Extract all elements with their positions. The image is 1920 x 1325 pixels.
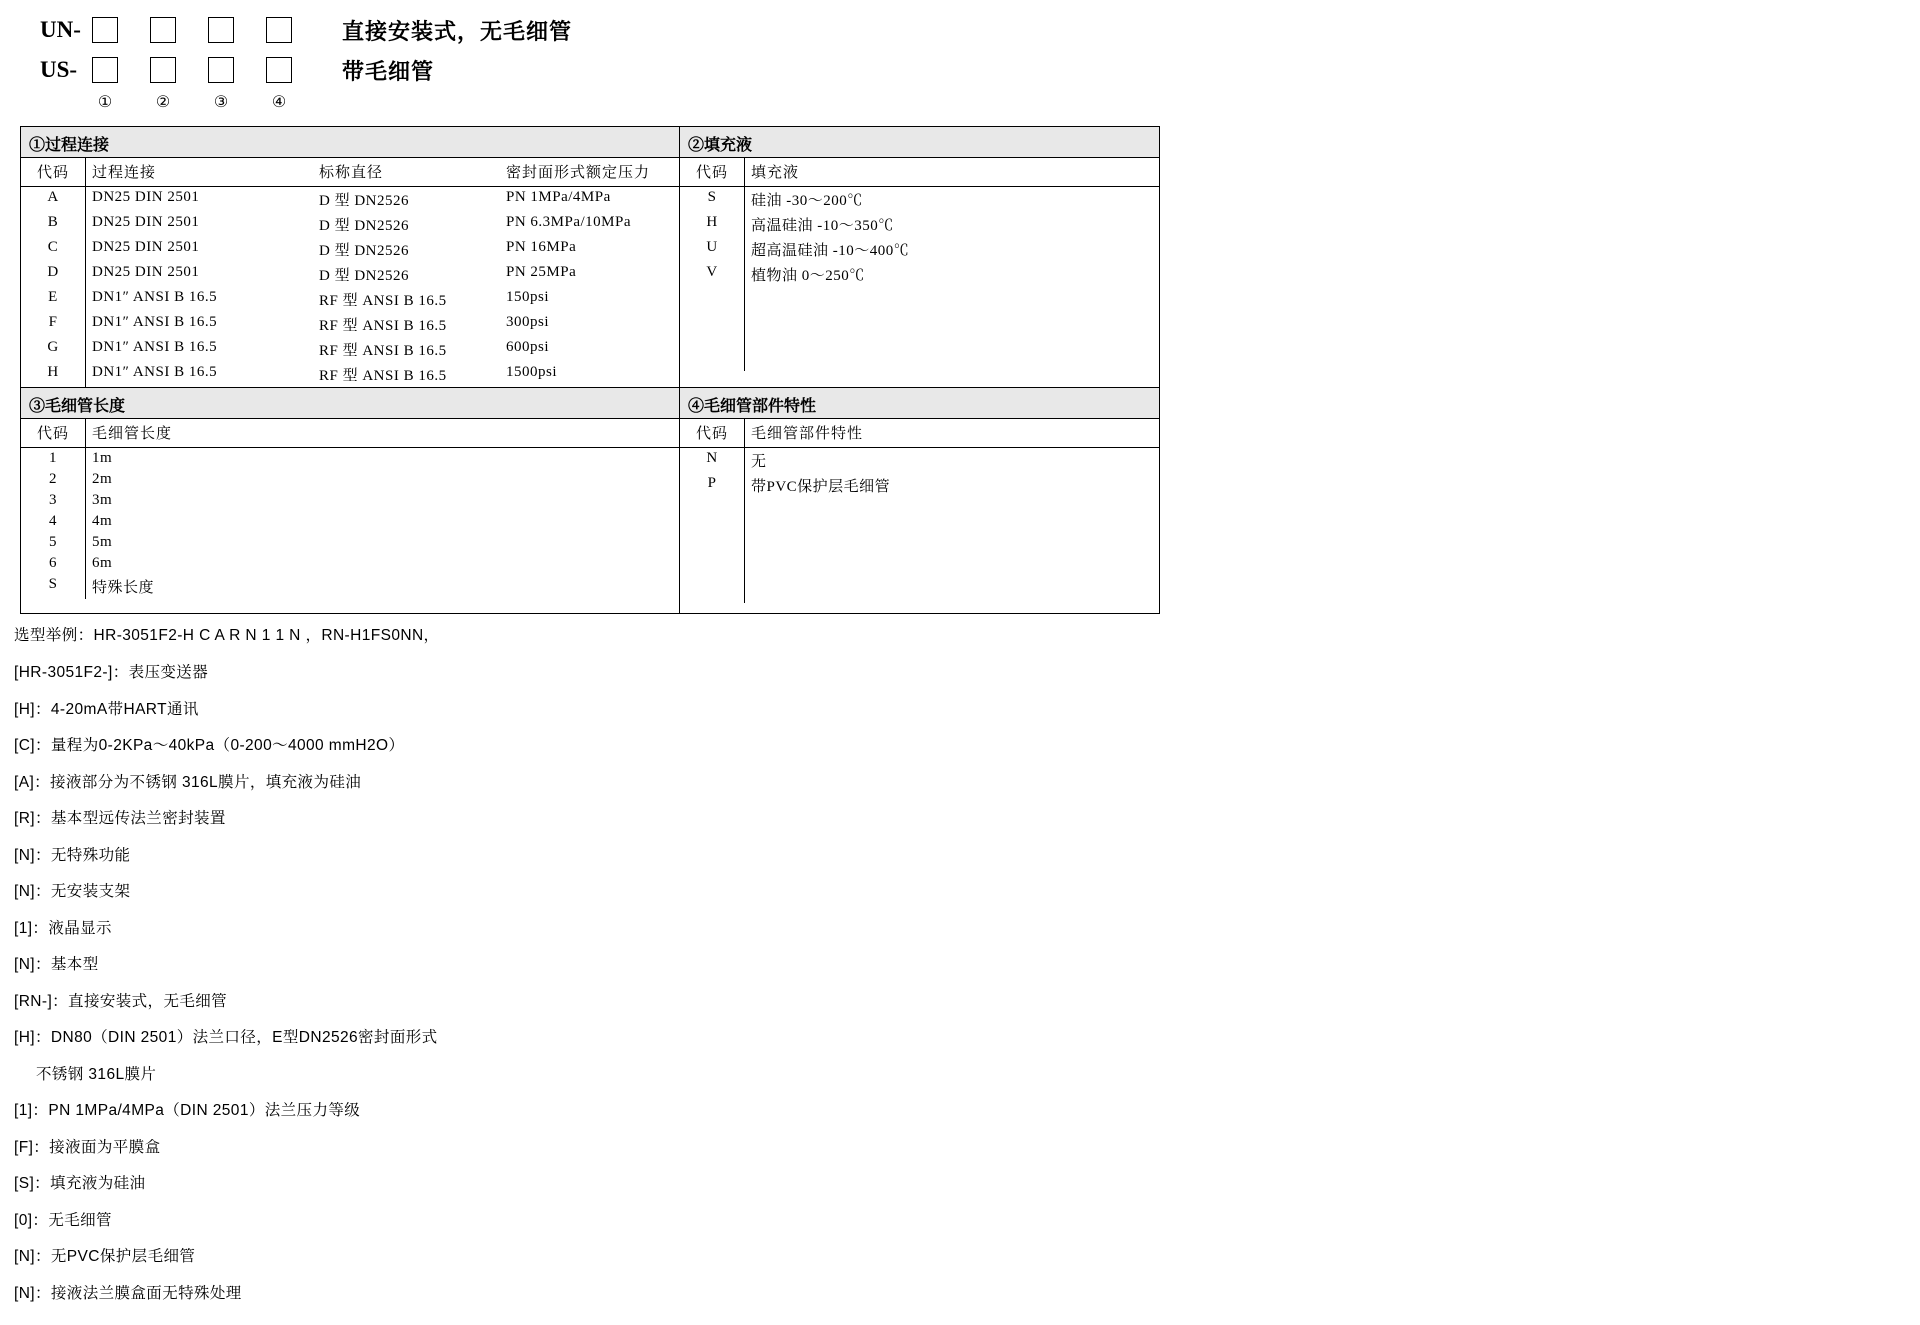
example-line: [HR-3051F2-]：表压变送器 bbox=[14, 664, 209, 681]
table-row bbox=[21, 287, 679, 312]
cell-code: E bbox=[21, 287, 86, 312]
cell-capillary-length: 3m bbox=[92, 491, 113, 508]
panel-title-fill-fluid: ②填充液 bbox=[680, 127, 1159, 158]
order-code-header bbox=[40, 10, 1920, 114]
order-code-box[interactable] bbox=[150, 17, 176, 43]
example-line: [1]：液晶显示 bbox=[14, 919, 112, 937]
table-header-row bbox=[680, 158, 1159, 187]
order-code-index-1: ① bbox=[97, 94, 113, 111]
cell-empty bbox=[745, 287, 1160, 308]
cell-empty bbox=[745, 498, 1160, 519]
table-row bbox=[680, 212, 1159, 237]
order-code-index-2: ② bbox=[155, 94, 171, 111]
spec-tables bbox=[20, 126, 1160, 614]
table-row-filler bbox=[680, 350, 1159, 371]
cell-capillary-length: 特殊长度 bbox=[92, 579, 155, 596]
table-row-filler bbox=[680, 540, 1159, 561]
th-fill-fluid: 填充液 bbox=[745, 158, 1160, 187]
example-line: [A]：接液部分为不锈钢 316L膜片，填充液为硅油 bbox=[14, 773, 362, 791]
cell-seal-face-pressure: PN 6.3MPa/10MPa bbox=[506, 214, 632, 230]
cell-seal-face-pressure: PN 16MPa bbox=[506, 239, 577, 255]
selection-examples bbox=[14, 628, 1920, 1302]
cell-process-connection: DN25 DIN 2501 bbox=[92, 239, 200, 255]
cell-empty bbox=[680, 308, 745, 329]
example-line: [H]：4-20mA带HART通讯 bbox=[14, 700, 199, 718]
table-row-filler bbox=[680, 561, 1159, 582]
cell-capillary-length: 6m bbox=[92, 554, 113, 571]
th-code: 代码 bbox=[680, 158, 745, 187]
cell-code: 5 bbox=[21, 532, 86, 553]
cell-nominal-diameter: D 型 DN2526 bbox=[319, 193, 409, 209]
cell-empty bbox=[745, 308, 1160, 329]
cell-nominal-diameter: D 型 DN2526 bbox=[319, 218, 409, 234]
panel-capillary-parts bbox=[680, 387, 1160, 614]
panel-title-process-connection: ①过程连接 bbox=[21, 127, 679, 158]
cell-code: 1 bbox=[21, 447, 86, 469]
order-code-box[interactable] bbox=[150, 57, 176, 83]
order-code-index-4: ④ bbox=[271, 94, 287, 111]
cell-code: B bbox=[21, 212, 86, 237]
th-process-connection: 过程连接 bbox=[86, 158, 314, 187]
example-line: [C]：量程为0-2KPa～40kPa（0-200～4000 mmH2O） bbox=[14, 737, 405, 754]
example-line: [N]：无特殊功能 bbox=[14, 846, 131, 864]
table-row bbox=[21, 574, 679, 599]
cell-process-connection: DN1″ ANSI B 16.5 bbox=[92, 314, 218, 330]
table-row bbox=[21, 212, 679, 237]
cell-seal-face-pressure: PN 25MPa bbox=[506, 264, 577, 280]
cell-code: H bbox=[21, 362, 86, 387]
th-code: 代码 bbox=[21, 419, 86, 448]
example-line: [N]：无PVC保护层毛细管 bbox=[14, 1248, 196, 1265]
cell-seal-face-pressure: 300psi bbox=[506, 314, 550, 330]
table-row-filler bbox=[680, 308, 1159, 329]
cell-nominal-diameter: RF 型 ANSI B 16.5 bbox=[319, 343, 447, 359]
panel-capillary-length bbox=[20, 387, 680, 614]
example-line: [F]：接液面为平膜盒 bbox=[14, 1138, 161, 1156]
cell-empty bbox=[745, 540, 1160, 561]
document-page bbox=[0, 10, 1920, 1325]
cell-empty bbox=[745, 329, 1160, 350]
cell-empty bbox=[680, 498, 745, 519]
table-header-row bbox=[680, 419, 1159, 448]
cell-capillary-parts: 带PVC保护层毛细管 bbox=[751, 478, 891, 495]
cell-process-connection: DN25 DIN 2501 bbox=[92, 189, 200, 205]
cell-capillary-length: 2m bbox=[92, 470, 113, 487]
table-row bbox=[21, 469, 679, 490]
cell-empty bbox=[680, 582, 745, 603]
example-line: [H]：DN80（DIN 2501）法兰口径，E型DN2526密封面形式 bbox=[14, 1029, 438, 1046]
cell-empty bbox=[745, 561, 1160, 582]
table-row bbox=[21, 532, 679, 553]
cell-process-connection: DN1″ ANSI B 16.5 bbox=[92, 289, 218, 305]
cell-code: V bbox=[680, 262, 745, 287]
example-line: [N]：接液法兰膜盒面无特殊处理 bbox=[14, 1284, 242, 1302]
cell-code: C bbox=[21, 237, 86, 262]
table-fill-fluid bbox=[680, 158, 1159, 371]
cell-seal-face-pressure: 600psi bbox=[506, 339, 550, 355]
table-row bbox=[21, 447, 679, 469]
cell-code: G bbox=[21, 337, 86, 362]
cell-empty bbox=[680, 350, 745, 371]
cell-capillary-length: 1m bbox=[92, 449, 113, 466]
example-line: [R]：基本型远传法兰密封装置 bbox=[14, 810, 226, 827]
table-row bbox=[21, 490, 679, 511]
th-capillary-length: 毛细管长度 bbox=[86, 419, 680, 448]
order-code-desc-us: 带毛细管 bbox=[342, 58, 435, 84]
table-row-filler bbox=[680, 582, 1159, 603]
example-line: [0]：无毛细管 bbox=[14, 1211, 112, 1229]
panel-fill-fluid bbox=[680, 126, 1160, 388]
table-row-filler bbox=[680, 329, 1159, 350]
th-code: 代码 bbox=[680, 419, 745, 448]
table-capillary-length bbox=[21, 419, 679, 599]
order-code-row-un bbox=[40, 10, 1920, 50]
order-code-box[interactable] bbox=[266, 57, 292, 83]
th-nominal-diameter: 标称直径 bbox=[313, 158, 500, 187]
cell-code: P bbox=[680, 473, 745, 498]
table-row bbox=[680, 262, 1159, 287]
example-line: [N]：基本型 bbox=[14, 956, 99, 973]
cell-empty bbox=[745, 519, 1160, 540]
table-row bbox=[21, 237, 679, 262]
example-line-continuation: 不锈钢 316L膜片 bbox=[36, 1065, 157, 1083]
cell-code: 6 bbox=[21, 553, 86, 574]
cell-code: 2 bbox=[21, 469, 86, 490]
cell-process-connection: DN1″ ANSI B 16.5 bbox=[92, 364, 218, 380]
cell-code: 4 bbox=[21, 511, 86, 532]
cell-nominal-diameter: RF 型 ANSI B 16.5 bbox=[319, 318, 447, 334]
cell-seal-face-pressure: 1500psi bbox=[506, 364, 558, 380]
table-capillary-parts bbox=[680, 419, 1159, 603]
cell-seal-face-pressure: PN 1MPa/4MPa bbox=[506, 189, 611, 205]
cell-capillary-parts: 无 bbox=[751, 453, 767, 470]
cell-fill-fluid: 植物油 0～250℃ bbox=[751, 268, 865, 284]
table-process-connection bbox=[21, 158, 679, 387]
cell-empty bbox=[680, 561, 745, 582]
table-row bbox=[680, 187, 1159, 213]
cell-fill-fluid: 高温硅油 -10～350℃ bbox=[751, 218, 894, 234]
cell-seal-face-pressure: 150psi bbox=[506, 289, 550, 305]
table-header-row bbox=[21, 419, 679, 448]
order-code-box[interactable] bbox=[208, 57, 234, 83]
cell-empty bbox=[745, 582, 1160, 603]
cell-code: H bbox=[680, 212, 745, 237]
example-line: [RN-]：直接安装式，无毛细管 bbox=[14, 992, 228, 1010]
panel-title-capillary-length: ③毛细管长度 bbox=[21, 388, 679, 419]
table-row bbox=[21, 362, 679, 387]
cell-capillary-length: 4m bbox=[92, 512, 113, 529]
order-code-prefix-us: US- bbox=[40, 57, 78, 82]
table-row bbox=[21, 511, 679, 532]
th-code: 代码 bbox=[21, 158, 86, 187]
order-code-index-row bbox=[92, 90, 1920, 114]
table-row bbox=[21, 553, 679, 574]
table-row-filler bbox=[680, 287, 1159, 308]
cell-capillary-length: 5m bbox=[92, 533, 113, 550]
table-row bbox=[21, 312, 679, 337]
example-line: [S]：填充液为硅油 bbox=[14, 1175, 146, 1192]
cell-empty bbox=[680, 540, 745, 561]
cell-empty bbox=[745, 350, 1160, 371]
order-code-box[interactable] bbox=[266, 17, 292, 43]
cell-nominal-diameter: RF 型 ANSI B 16.5 bbox=[319, 368, 447, 384]
table-row-filler bbox=[680, 519, 1159, 540]
order-code-box[interactable] bbox=[92, 57, 118, 83]
order-code-box[interactable] bbox=[208, 17, 234, 43]
example-line: [N]：无安装支架 bbox=[14, 883, 131, 900]
th-seal-face-pressure: 密封面形式额定压力 bbox=[500, 158, 679, 187]
cell-code: F bbox=[21, 312, 86, 337]
cell-process-connection: DN25 DIN 2501 bbox=[92, 264, 200, 280]
cell-fill-fluid: 超高温硅油 -10～400℃ bbox=[751, 243, 910, 259]
table-row-filler bbox=[680, 498, 1159, 519]
cell-fill-fluid: 硅油 -30～200℃ bbox=[751, 193, 863, 209]
cell-empty bbox=[680, 519, 745, 540]
order-code-row-us bbox=[40, 50, 1920, 90]
cell-empty bbox=[680, 329, 745, 350]
panel-title-capillary-parts: ④毛细管部件特性 bbox=[680, 388, 1159, 419]
cell-process-connection: DN1″ ANSI B 16.5 bbox=[92, 339, 218, 355]
table-row bbox=[21, 187, 679, 213]
cell-code: A bbox=[21, 187, 86, 213]
table-header-row bbox=[21, 158, 679, 187]
cell-code: N bbox=[680, 447, 745, 473]
panel-process-connection bbox=[20, 126, 680, 388]
cell-code: 3 bbox=[21, 490, 86, 511]
order-code-prefix-un: UN- bbox=[40, 17, 81, 42]
cell-process-connection: DN25 DIN 2501 bbox=[92, 214, 200, 230]
cell-nominal-diameter: RF 型 ANSI B 16.5 bbox=[319, 293, 447, 309]
spec-tables-row-bottom bbox=[20, 387, 1160, 614]
table-row bbox=[680, 237, 1159, 262]
cell-code: S bbox=[21, 574, 86, 599]
table-row bbox=[21, 337, 679, 362]
table-row bbox=[680, 473, 1159, 498]
table-row bbox=[680, 447, 1159, 473]
cell-nominal-diameter: D 型 DN2526 bbox=[319, 268, 409, 284]
spec-tables-row-top bbox=[20, 126, 1160, 388]
cell-code: U bbox=[680, 237, 745, 262]
selection-example-title: 选型举例：HR-3051F2-H C A R N 1 1 N ，RN-H1FS0NN， bbox=[14, 626, 440, 644]
order-code-desc-un: 直接安装式，无毛细管 bbox=[342, 18, 573, 44]
order-code-index-3: ③ bbox=[213, 94, 229, 111]
cell-nominal-diameter: D 型 DN2526 bbox=[319, 243, 409, 259]
cell-code: D bbox=[21, 262, 86, 287]
th-capillary-parts: 毛细管部件特性 bbox=[745, 419, 1160, 448]
cell-code: S bbox=[680, 187, 745, 213]
order-code-box[interactable] bbox=[92, 17, 118, 43]
cell-empty bbox=[680, 287, 745, 308]
example-line: [1]：PN 1MPa/4MPa（DIN 2501）法兰压力等级 bbox=[14, 1102, 361, 1119]
table-row bbox=[21, 262, 679, 287]
